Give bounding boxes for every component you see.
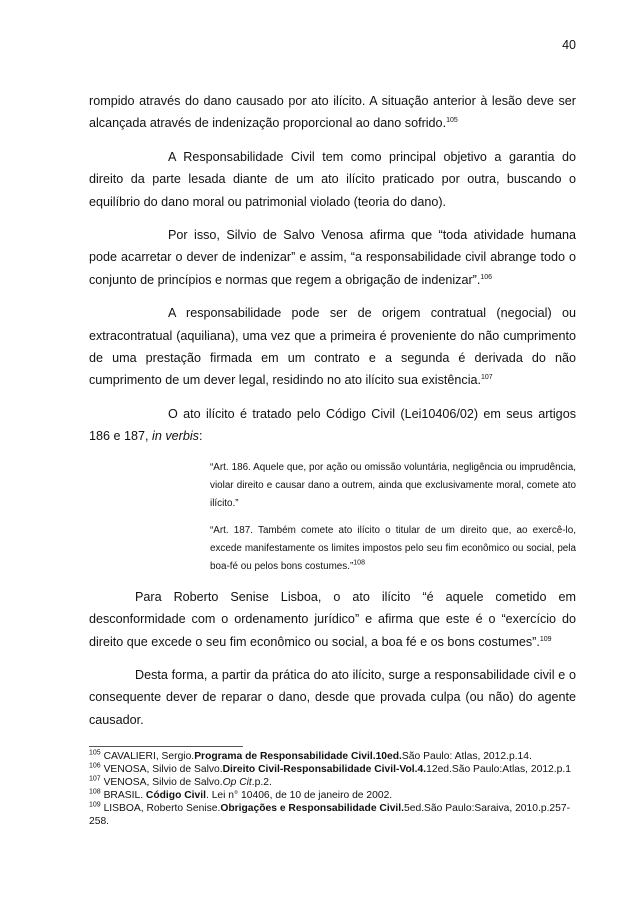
footnote-106	[89, 763, 576, 776]
footnote-publication: .p.2.	[251, 777, 272, 788]
footnote-publication: São Paulo: Atlas, 2012.p.14.	[401, 751, 532, 762]
footnote-number: 109	[89, 801, 101, 809]
paragraph-7-text: Desta forma, a partir da prática do ato ilícito, surge a responsabilidade civil e o consequente dever de reparar o dano, desde que provada culpa (ou não) do agente causador.	[89, 667, 576, 727]
footnote-author: VENOSA, Silvio de Salvo.	[103, 764, 223, 775]
footnote-number: 107	[89, 775, 101, 783]
quote-art-186-text: “Art. 186. Aquele que, por ação ou omissão voluntária, negligência ou imprudência, violar direito e causar dano a outrem, ainda que exclusivamente moral, comete ato ilícito.”	[210, 461, 576, 509]
footnote-author: BRASIL.	[103, 790, 146, 801]
footnote-divider	[89, 746, 243, 747]
footnote-title: Obrigações e Responsabilidade Civil.	[220, 803, 405, 814]
footnote-title: Direito Civil-Responsabilidade Civil-Vol.4.	[222, 764, 427, 775]
paragraph-6	[89, 586, 576, 653]
footnote-ref-109: 109	[539, 635, 552, 643]
footnote-ref-105: 105	[446, 117, 458, 125]
paragraph-3	[89, 224, 576, 291]
footnote-author: LISBOA, Roberto Senise.	[103, 803, 221, 814]
footnote-author: CAVALIERI, Sergio.	[103, 751, 195, 762]
paragraph-2-text: A Responsabilidade Civil tem como principal objetivo a garantia do direito da parte lesada diante de um ato ilícito praticado por outra, buscando o equilíbrio do dano moral ou patrimonial violado (teoria do dano).	[89, 149, 576, 209]
paragraph-5-text: O ato ilícito é tratado pelo Código Civil (Lei10406/02) em seus artigos 186 e 187,	[89, 406, 576, 444]
quote-art-187-text: “Art. 187. Também comete ato ilícito o titular de um direito que, ao exercê-lo, excede manifestamente os limites impostos pelo seu fim econômico ou social, pela boa-fé ou pelos bons costumes.”	[210, 524, 576, 572]
footnote-ref-107: 107	[481, 374, 493, 382]
footnote-author: VENOSA, Silvio de Salvo.	[103, 777, 223, 788]
paragraph-2	[89, 146, 576, 213]
footnote-ref-108: 108	[353, 559, 365, 567]
footnote-108	[89, 789, 576, 802]
quote-block	[210, 459, 576, 576]
footnote-publication: 12ed.São Paulo:Atlas, 2012.p.1	[426, 764, 571, 775]
paragraph-7	[89, 664, 576, 731]
paragraph-3-text: Por isso, Silvio de Salvo Venosa afirma que “toda atividade humana pode acarretar o dever de indenizar” e assim, “a responsabilidade civil abrange todo o conjunto de princípios e normas que regem a obrigação de indenizar”.	[89, 228, 576, 287]
footnote-ref-106: 106	[480, 273, 493, 281]
footnote-109	[89, 802, 576, 828]
footnote-number: 106	[89, 762, 101, 770]
paragraph-1-text: rompido através do dano causado por ato ilícito. A situação anterior à lesão deve ser alcançada através de indenização proporcional ao dano sofrido.	[89, 94, 576, 131]
footnote-number: 108	[89, 788, 101, 796]
footnote-105	[89, 750, 576, 763]
paragraph-1	[89, 90, 576, 135]
footnote-publication: . Lei n° 10406, de 10 de janeiro de 2002.	[205, 790, 393, 801]
page-number: 40	[562, 38, 576, 52]
paragraph-5-end: :	[198, 429, 203, 444]
paragraph-5	[89, 403, 576, 448]
footnote-107	[89, 776, 576, 789]
paragraph-4	[89, 302, 576, 392]
paragraph-5-italic: in verbis	[152, 429, 199, 444]
footnote-italic: Op Cit	[222, 777, 252, 788]
footnotes	[89, 750, 576, 828]
body-text	[89, 90, 576, 742]
paragraph-6-text: Para Roberto Senise Lisboa, o ato ilícito “é aquele cometido em desconformidade com o ordenamento jurídico” e afirma que este é o “exercício do direito que excede o seu fim econômico ou social, a boa fé e os bons costumes”.	[89, 589, 576, 649]
footnote-title: Programa de Responsabilidade Civil.10ed.	[194, 751, 402, 762]
footnote-publication: 5ed.São Paulo:Saraiva, 2010.p.257-258.	[89, 803, 571, 827]
quote-art-186	[210, 459, 576, 513]
footnote-title: Código Civil	[145, 790, 206, 801]
quote-art-187	[210, 522, 576, 576]
footnote-number: 105	[89, 749, 101, 757]
paragraph-4-text: A responsabilidade pode ser de origem contratual (negocial) ou extracontratual (aquiliana), uma vez que a primeira é proveniente do não cumprimento de uma prestação firmada em um contrato e a segunda é derivada do não cumprimento de um dever legal, residindo no ato ilícito sua existência.	[89, 306, 576, 388]
